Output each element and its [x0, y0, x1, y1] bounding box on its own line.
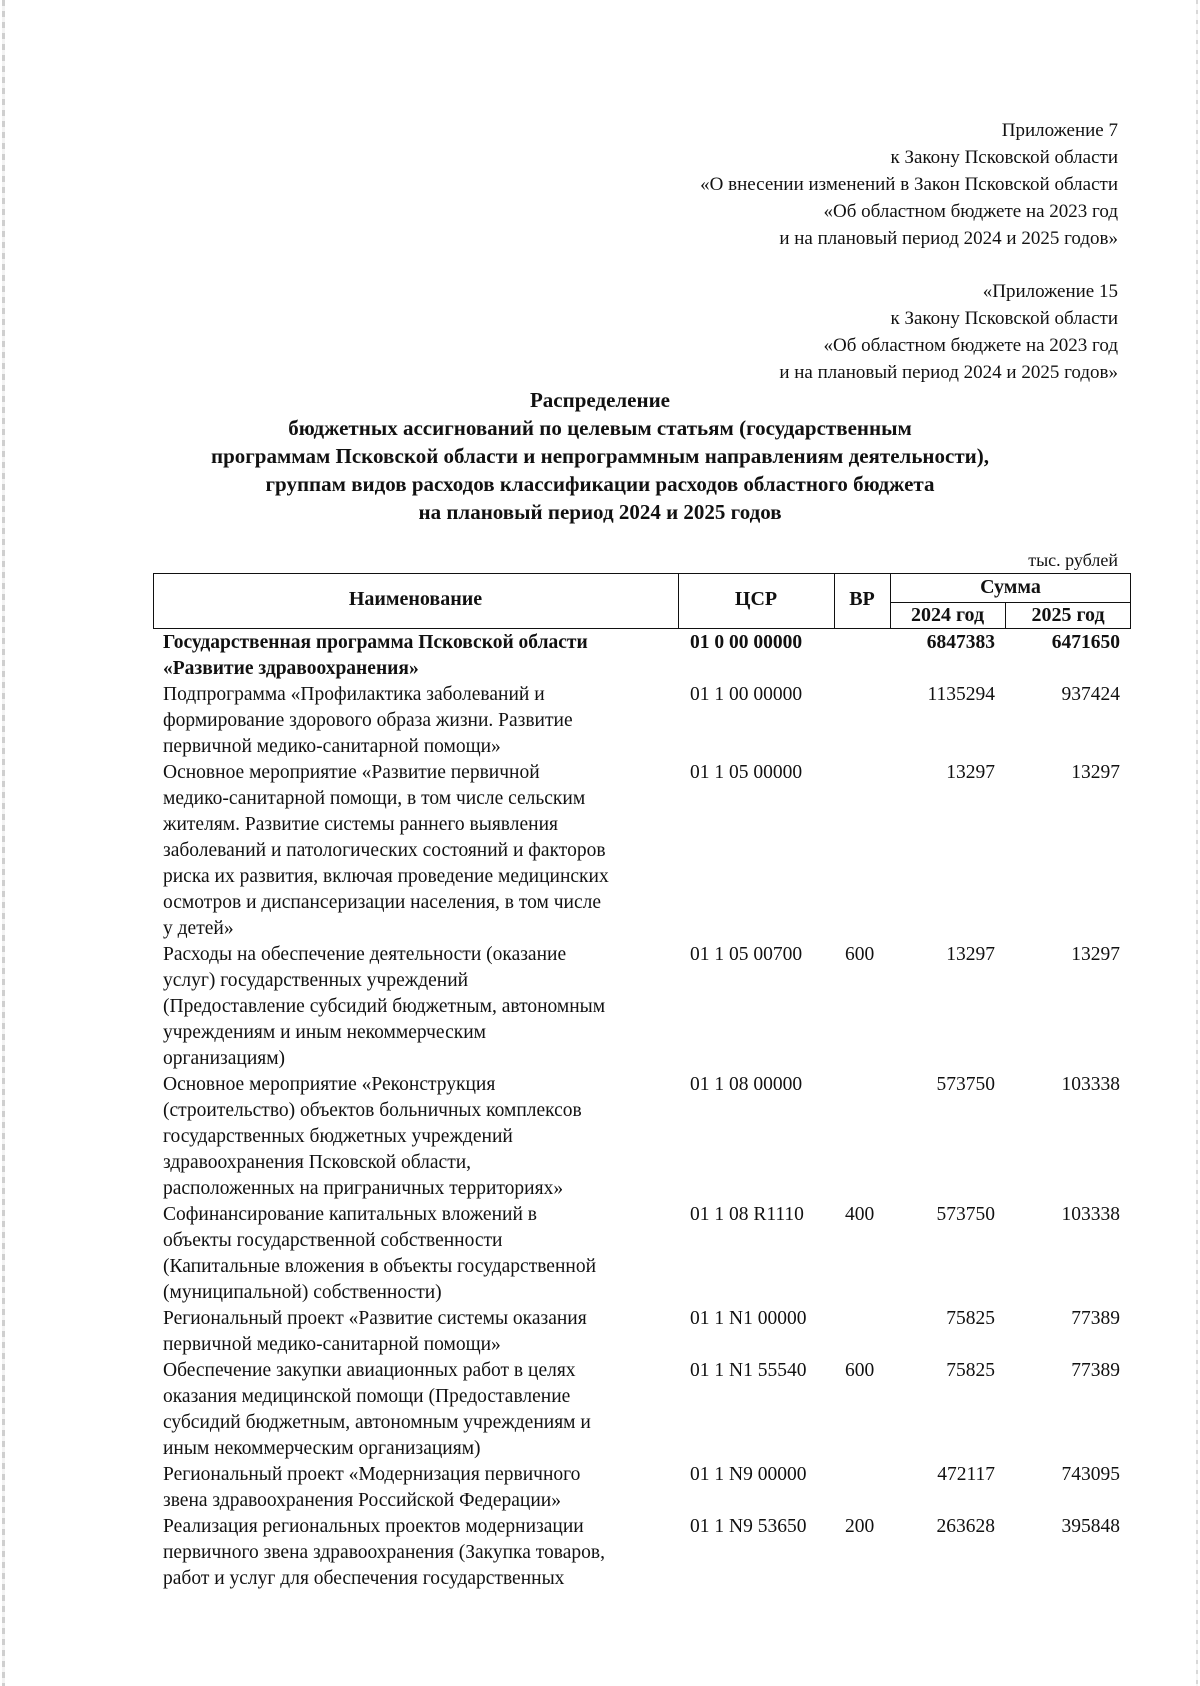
row-amount-2024: 6847383	[926, 632, 995, 653]
row-amount-2024: 13297	[946, 944, 995, 965]
scan-edge-right	[1196, 0, 1198, 1686]
row-name-line: Софинансирование капитальных вложений в	[163, 1204, 537, 1225]
title-line: программам Псковской области и непрограммным направлениям деятельности),	[210, 444, 989, 468]
row-csr: 01 1 N9 53650	[690, 1516, 807, 1537]
row-amount-2025: 13297	[1071, 762, 1120, 783]
header-2024: 2024 год	[910, 604, 985, 626]
row-amount-2025: 77389	[1071, 1308, 1120, 1329]
row-name-line: организациям)	[163, 1048, 286, 1069]
header-sum: Сумма	[980, 576, 1041, 598]
header-divider	[890, 602, 1131, 603]
header-name: Наименование	[348, 588, 483, 610]
row-name-line: расположенных на приграничных территориях»	[163, 1178, 564, 1199]
row-name	[163, 630, 683, 682]
header-vr: ВР	[849, 588, 875, 610]
row-name-line: заболеваний и патологических состояний и факторов	[163, 840, 606, 861]
row-name-line: (муниципальной) собственности)	[163, 1282, 442, 1303]
row-name	[163, 1358, 683, 1462]
row-csr: 01 1 00 00000	[690, 684, 803, 705]
row-name-line: (строительство) объектов больничных комплексов	[163, 1100, 582, 1121]
row-csr: 01 1 N1 55540	[690, 1360, 807, 1381]
row-name	[163, 1072, 683, 1202]
annex-header-line: Приложение 7	[1001, 120, 1118, 141]
row-csr: 01 1 05 00700	[690, 944, 803, 965]
row-vr: 400	[845, 1204, 875, 1225]
row-amount-2024: 472117	[937, 1464, 995, 1485]
row-name-line: «Развитие здравоохранения»	[163, 658, 419, 679]
row-name-line: работ и услуг для обеспечения государственных	[163, 1568, 565, 1589]
annex-header-2-line: «Приложение 15	[982, 281, 1118, 302]
row-amount-2025: 937424	[1061, 684, 1120, 705]
row-csr: 01 1 08 R1110	[690, 1204, 804, 1225]
row-csr: 01 1 N9 00000	[690, 1464, 807, 1485]
row-name	[163, 1514, 683, 1592]
row-name-line: первичной медико-санитарной помощи»	[163, 736, 501, 757]
row-name-line: формирование здорового образа жизни. Развитие	[163, 710, 573, 731]
row-name	[163, 760, 683, 942]
row-name-line: медико-санитарной помощи, в том числе сельским	[163, 788, 586, 809]
row-amount-2024: 75825	[946, 1360, 995, 1381]
row-name-line: жителям. Развитие системы раннего выявления	[163, 814, 558, 835]
row-name-line: первичной медико-санитарной помощи»	[163, 1334, 501, 1355]
row-amount-2024: 75825	[946, 1308, 995, 1329]
title-line: бюджетных ассигнований по целевым статьям (государственным	[288, 416, 912, 440]
row-name-line: Региональный проект «Модернизация первичного	[163, 1464, 581, 1485]
row-name	[163, 682, 683, 760]
row-name-line: у детей»	[163, 918, 234, 939]
row-name-line: здравоохранения Псковской области,	[163, 1152, 472, 1173]
annex-header-2-line: к Закону Псковской области	[890, 308, 1118, 329]
row-name-line: Государственная программа Псковской области	[163, 632, 588, 653]
row-name	[163, 942, 683, 1072]
title-line: Распределение	[529, 388, 671, 412]
row-name-line: Обеспечение закупки авиационных работ в целях	[163, 1360, 576, 1381]
row-csr: 01 1 N1 00000	[690, 1308, 807, 1329]
title-line: на плановый период 2024 и 2025 годов	[418, 500, 782, 524]
row-amount-2025: 103338	[1061, 1074, 1120, 1095]
row-amount-2024: 573750	[936, 1204, 995, 1225]
row-name	[163, 1306, 683, 1358]
header-2025: 2025 год	[1031, 604, 1105, 626]
row-csr: 01 0 00 00000	[690, 632, 803, 653]
row-amount-2024: 573750	[936, 1074, 995, 1095]
row-csr: 01 1 05 00000	[690, 762, 803, 783]
row-name-line: (Предоставление субсидий бюджетным, автономным	[163, 996, 606, 1017]
header-csr: ЦСР	[734, 588, 778, 610]
scan-edge-left	[2, 0, 5, 1686]
row-amount-2025: 6471650	[1051, 632, 1120, 653]
row-amount-2025: 103338	[1061, 1204, 1120, 1225]
row-vr: 200	[845, 1516, 875, 1537]
document-title	[0, 386, 1200, 526]
row-name-line: Подпрограмма «Профилактика заболеваний и	[163, 684, 545, 705]
row-vr: 600	[845, 944, 875, 965]
row-name-line: Реализация региональных проектов модернизации	[163, 1516, 584, 1537]
row-name-line: Региональный проект «Развитие системы оказания	[163, 1308, 587, 1329]
units-label: тыс. рублей	[1028, 550, 1118, 570]
row-name-line: первичного звена здравоохранения (Закупка товаров,	[163, 1542, 605, 1563]
row-amount-2024: 13297	[946, 762, 995, 783]
row-name	[163, 1462, 683, 1514]
annex-header-2-line: и на плановый период 2024 и 2025 годов»	[779, 362, 1118, 383]
row-name-line: государственных бюджетных учреждений	[163, 1126, 513, 1147]
row-name-line: оказания медицинской помощи (Предоставление	[163, 1386, 571, 1407]
row-name-line: Основное мероприятие «Развитие первичной	[163, 762, 540, 783]
row-name-line: (Капитальные вложения в объекты государственной	[163, 1256, 597, 1277]
row-name	[163, 1202, 683, 1306]
row-csr: 01 1 08 00000	[690, 1074, 803, 1095]
annex-header-2-line: «Об областном бюджете на 2023 год	[823, 335, 1118, 356]
row-amount-2024: 1135294	[927, 684, 995, 705]
row-name-line: риска их развития, включая проведение медицинских	[163, 866, 609, 887]
row-amount-2025: 77389	[1071, 1360, 1120, 1381]
row-amount-2025: 743095	[1061, 1464, 1120, 1485]
title-line: группам видов расходов классификации расходов областного бюджета	[265, 472, 935, 496]
row-amount-2025: 395848	[1061, 1516, 1120, 1537]
row-name-line: Основное мероприятие «Реконструкция	[163, 1074, 496, 1095]
row-name-line: Расходы на обеспечение деятельности (оказание	[163, 944, 567, 965]
row-vr: 600	[845, 1360, 875, 1381]
row-amount-2025: 13297	[1071, 944, 1120, 965]
row-amount-2024: 263628	[936, 1516, 995, 1537]
row-name-line: иным некоммерческим организациям)	[163, 1438, 481, 1459]
row-name-line: учреждениям и иным некоммерческим	[163, 1022, 486, 1043]
row-name-line: объекты государственной собственности	[163, 1230, 503, 1251]
annex-header-line: «О внесении изменений в Закон Псковской области	[700, 174, 1118, 195]
annex-header-line: и на плановый период 2024 и 2025 годов»	[779, 228, 1118, 249]
annex-header-line: к Закону Псковской области	[890, 147, 1118, 168]
row-name-line: звена здравоохранения Российской Федерации»	[163, 1490, 561, 1511]
row-name-line: услуг) государственных учреждений	[163, 970, 469, 991]
row-name-line: субсидий бюджетным, автономным учреждениям и	[163, 1412, 591, 1433]
annex-header	[700, 117, 1118, 252]
annex-header-2	[779, 278, 1118, 386]
row-name-line: осмотров и диспансеризации населения, в том числе	[163, 892, 602, 913]
annex-header-line: «Об областном бюджете на 2023 год	[823, 201, 1118, 222]
